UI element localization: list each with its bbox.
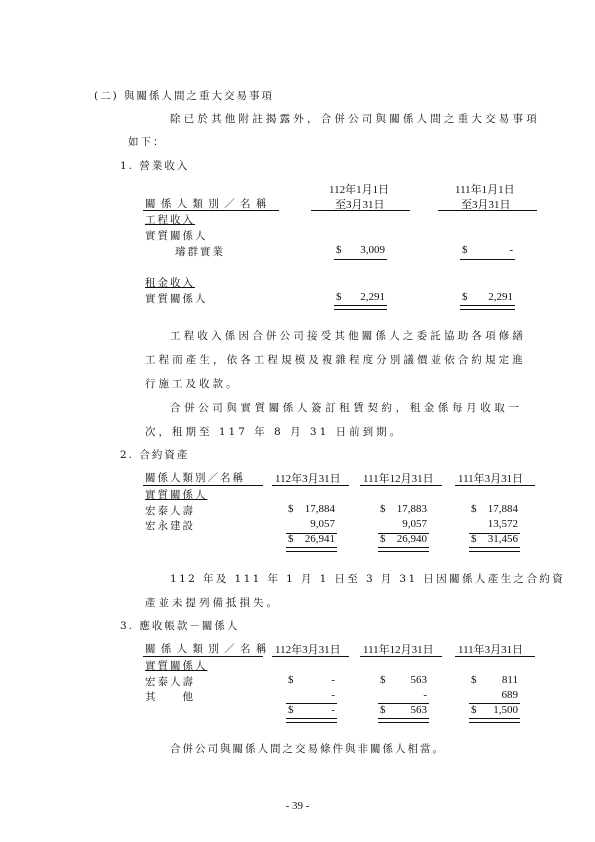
s2-header-rule-0 [272,485,349,486]
s2-total-cur-0: $ [288,533,294,545]
intro-line-1: 除已於其他附註揭露外，合併公司與關係人間之重大交易事項 [170,113,540,125]
s1-g1-row-label: 璿群實業 [175,246,225,258]
s2-row-1-val-1: 9,057 [402,518,427,530]
s3-total-1: 563 [410,704,427,716]
s1-g2-b-val: 2,291 [488,291,513,303]
s1-g2-a-rule [334,305,387,310]
p2-line-2: 次，租期至 117 年 8 月 31 日前到期。 [145,426,404,438]
s3-col-2: 111年3月31日 [458,644,524,656]
s1-g1-b-val: - [509,244,513,256]
s1-g1-a-rule [334,259,387,260]
s1-g1-b-cur: $ [462,244,468,256]
s1-g2-a-cur: $ [336,291,342,303]
s1-g1-a-val: 3,009 [360,244,385,256]
s1-g2-a-val: 2,291 [360,291,385,303]
intro-line-2: 如下： [128,136,166,148]
s2-row-0-val-1: 17,883 [396,503,427,515]
s1-g2-title: 租金收入 [145,277,195,289]
s1-g2-b-cur: $ [462,291,468,303]
s3-total-rule-2 [469,718,520,723]
s3-row-0-val-1: 563 [410,674,427,686]
s1-col-b-line1: 111年1月1日 [455,184,515,196]
p2-line-1: 合併公司與實質關係人簽訂租賃契約，租金係每月收取一 [170,402,523,414]
s2-row-1-val-0: 9,057 [310,518,335,530]
s3-header-rule-2 [455,656,535,657]
s3-col-0: 112年3月31日 [275,644,341,656]
s3-header-rule-0 [272,656,349,657]
s2-header-rule-2 [455,485,535,486]
s3-col-label: 關 係 人 類 別 ／ 名 稱 [145,643,268,655]
s3-row-1-val-0: - [331,689,335,701]
p1-line-2: 工程而產生，依各工程規模及複雜程度分別議價並依合約規定進 [145,354,526,366]
s2-row-1-val-2: 13,572 [487,518,518,530]
s2-row-0-label: 宏泰人壽 [145,505,195,517]
s3-total-2: 1,500 [493,704,518,716]
s1-col-a-line1: 112年1月1日 [329,184,390,196]
p1-line-1: 工程收入係因合併公司接受其他關係人之委託協助各項修繕 [170,330,527,342]
s2-col-label: 關係人類別／名稱 [145,472,245,484]
s2-row-0-val-0: 17,884 [304,503,335,515]
s3-row-0-val-0: - [331,674,335,686]
s2-sub: 實質關係人 [145,489,208,501]
s2-total-2: 31,456 [487,533,518,545]
s2-col-2: 111年3月31日 [458,473,524,485]
s2-total-cur-2: $ [471,533,477,545]
s1-g1-a-cur: $ [336,244,342,256]
s2-row-0-cur-2: $ [471,503,477,515]
s2-row-0-cur-1: $ [380,503,386,515]
s3-row-0-cur-0: $ [288,674,294,686]
s3-row-0-label: 宏泰人壽 [145,676,195,688]
s1-col-label: 關 係 人 類 別 ／ 名 稱 [145,198,268,210]
s3-header-rule-1 [360,656,442,657]
s2-row-0-cur-0: $ [288,503,294,515]
s1-header-rule-b [438,210,537,211]
s1-g1-title: 工程收入 [145,214,195,226]
s3-row-0-cur-2: $ [471,674,477,686]
s1-g1-sub: 實質關係人 [145,230,208,242]
page-number: - 39 - [285,800,310,812]
s2-col-0: 112年3月31日 [275,473,341,485]
s2-header-rule-label [143,485,263,486]
s3-total-rule-1 [378,718,429,723]
s2-total-rule-2 [469,547,520,552]
s3-row-0-cur-1: $ [380,674,386,686]
s2-total-rule-0 [286,547,337,552]
s2-total-cur-1: $ [380,533,386,545]
s1-g2-b-rule [460,305,515,310]
s3-row-0-val-2: 811 [501,674,518,686]
section-title: (二) 與關係人間之重大交易事項 [94,90,275,102]
s3-title: 3. 應收帳款－關係人 [120,620,240,632]
s1-g1-b-rule [460,259,515,260]
s2-total-rule-1 [378,547,429,552]
p3-line-2: 產並未提列備抵損失。 [145,597,280,609]
s3-total-cur-0: $ [288,704,294,716]
s2-total-0: 26,941 [304,533,335,545]
s3-total-cur-2: $ [471,704,477,716]
s1-title: 1. 營業收入 [120,160,190,172]
s3-total-0: - [331,704,335,716]
s3-header-rule-label [143,656,263,657]
s2-row-0-val-2: 17,884 [487,503,518,515]
s1-header-rule-label [143,210,279,211]
s1-g2-row-label: 實質關係人 [145,293,208,305]
s3-row-1-label: 其 他 [145,691,195,703]
p3-line-1: 112 年及 111 年 1 月 1 日至 3 月 31 日因關係人產生之合約資 [170,573,566,585]
s2-header-rule-1 [360,485,442,486]
s2-title: 2. 合約資產 [120,449,190,461]
s3-sub: 實質關係人 [145,660,208,672]
s2-row-1-label: 宏永建設 [145,520,195,532]
s2-col-1: 111年12月31日 [363,473,434,485]
p4: 合併公司與關係人間之交易條件與非關係人相當。 [170,743,445,755]
s2-total-1: 26,940 [396,533,427,545]
s1-col-b-line2: 至3月31日 [461,199,511,211]
s3-total-rule-0 [286,718,337,723]
p1-line-3: 行施工及收款。 [145,378,240,390]
s1-col-a-line2: 至3月31日 [335,199,385,211]
s1-header-rule-a [311,210,410,211]
s3-total-cur-1: $ [380,704,386,716]
s3-row-1-val-1: - [423,689,427,701]
s3-col-1: 111年12月31日 [363,644,434,656]
s3-row-1-val-2: 689 [501,689,518,701]
